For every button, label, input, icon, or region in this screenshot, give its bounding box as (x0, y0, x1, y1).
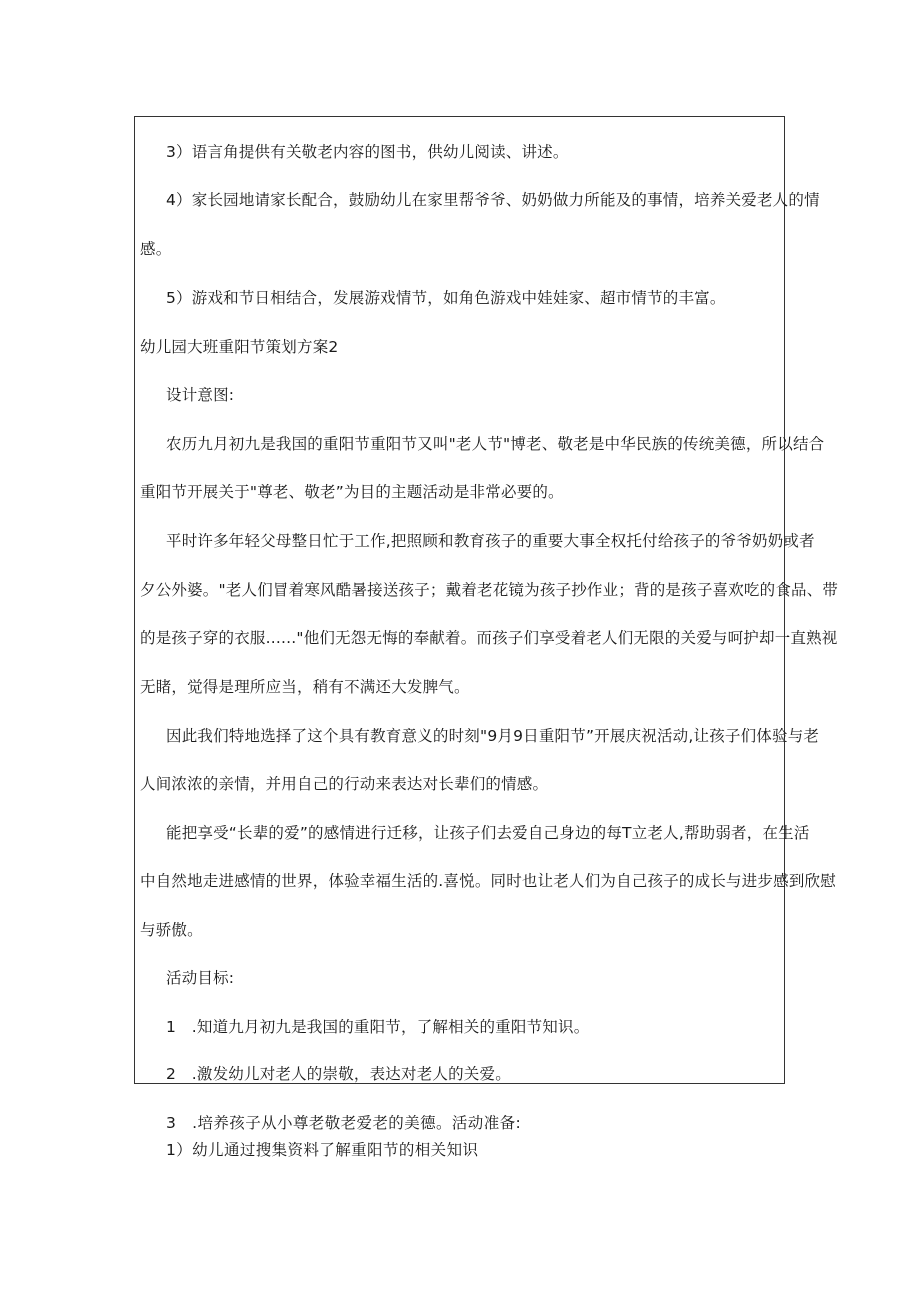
text-line-4: 5）游戏和节日相结合，发展游戏情节，如角色游戏中娃娃家、超市情节的丰富。 (166, 289, 726, 307)
text-line-1: 3）语言角提供有关敬老内容的图书，供幼儿阅读、讲述。 (166, 143, 569, 161)
text-line-3: 感。 (140, 240, 172, 258)
text-line-15: 能把享受“长辈的爱”的感情进行迁移，让孩子们去爱自己身边的每T立老人,帮助弱者，在生活 (166, 824, 810, 842)
text-line-6: 设计意图: (166, 386, 235, 404)
text-line-10: 夕公外婆。"老人们冒着寒风酷暑接送孩子；戴着老花镜为孩子抄作业；背的是孩子喜欢吃的食品、带 (140, 581, 839, 599)
text-line-18: 活动目标: (166, 969, 235, 987)
text-line-16: 中自然地走进感情的世界，体验幸福生活的.喜悦。同时也让老人们为自己孩子的成长与进步感到欣慰 (140, 872, 836, 890)
text-line-7: 农历九月初九是我国的重阳节重阳节又叫"老人节"博老、敬老是中华民族的传统美德，所以结合 (166, 435, 825, 453)
section-heading: 幼儿园大班重阳节策划方案2 (140, 338, 339, 356)
text-line-9: 平时许多年轻父母整日忙于工作,把照顾和教育孩子的重要大事全权托付给孩子的爷爷奶奶或者 (166, 532, 815, 550)
list-item-2: 2 .激发幼儿对老人的崇敬，表达对老人的关爱。 (166, 1065, 511, 1083)
list-item-1: 1 .知道九月初九是我国的重阳节，了解相关的重阳节知识。 (166, 1018, 590, 1036)
text-line-below: 1）幼儿通过搜集资料了解重阳节的相关知识 (166, 1141, 479, 1159)
text-line-13: 因此我们特地选择了这个具有教育意义的时刻"9月9日重阳节”开展庆祝活动,让孩子们体验与老 (166, 727, 820, 745)
text-line-11: 的是孩子穿的衣服......"他们无怨无悔的奉献着。而孩子们享受着老人们无限的关爱与呵护却一直熟视 (140, 629, 838, 647)
text-line-17: 与骄傲。 (140, 921, 203, 939)
text-line-2: 4）家长园地请家长配合，鼓励幼儿在家里帮爷爷、奶奶做力所能及的事情，培养关爱老人的情 (166, 191, 820, 209)
table-frame (134, 116, 785, 1084)
text-line-14: 人间浓浓的亲情，并用自己的行动来表达对长辈们的情感。 (140, 775, 549, 793)
list-item-3: 3 .培养孩子从小尊老敬老爱老的美德。活动准备: (166, 1114, 522, 1132)
text-line-8: 重阳节开展关于"尊老、敬老”为目的主题活动是非常必要的。 (140, 483, 564, 501)
text-line-12: 无睹，觉得是理所应当，稍有不满还大发脾气。 (140, 678, 470, 696)
